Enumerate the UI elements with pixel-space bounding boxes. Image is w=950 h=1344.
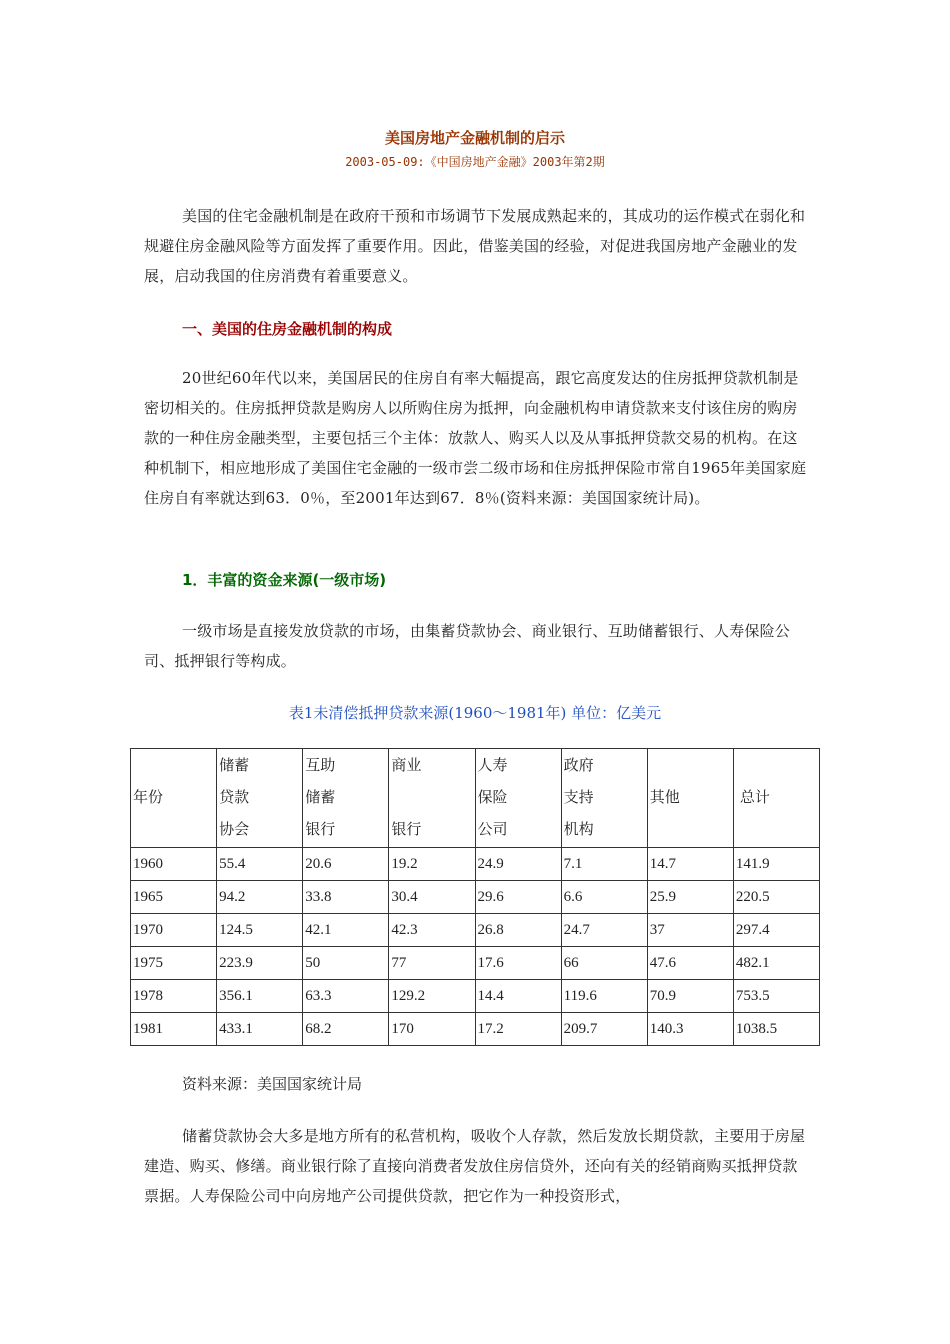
table-cell: 47.6 [647, 947, 733, 980]
table-cell: 140.3 [647, 1013, 733, 1046]
table-header-cell [647, 749, 733, 848]
page-title: 美国房地产金融机制的启示 [384, 129, 565, 147]
table-cell: 356.1 [217, 980, 303, 1013]
table-cell: 7.1 [561, 848, 647, 881]
closing-paragraph: 储蓄贷款协会大多是地方所有的私营机构，吸收个人存款，然后发放长期贷款，主要用于房屋建造、购买、修缮。商业银行除了直接向消费者发放住房信贷外，还向有关的经销商购买抵押贷款票据。人寿保险公司中向房地产公司提供贷款，把它作为一种投资形式， [144, 1127, 806, 1205]
mortgage-source-table [130, 748, 820, 1046]
subsection-paragraph: 一级市场是直接发放贷款的市场，由集蓄贷款协会、商业银行、互助储蓄银行、人寿保险公司、抵押银行等构成。 [144, 622, 791, 670]
table-cell: 33.8 [303, 881, 389, 914]
table-cell: 1960 [131, 848, 217, 881]
header-line: 支持 [563, 790, 594, 806]
table-cell: 124.5 [217, 914, 303, 947]
table-cell: 25.9 [647, 881, 733, 914]
table-cell: 50 [303, 947, 389, 980]
header-line: 保险 [477, 790, 508, 806]
table-row [131, 947, 820, 980]
table-cell: 433.1 [217, 1013, 303, 1046]
table-cell: 14.7 [647, 848, 733, 881]
header-line: 总计 [739, 790, 770, 806]
header-line: 机构 [563, 822, 594, 838]
header-line: 商业 [391, 758, 422, 774]
table-header-row [131, 749, 820, 848]
table-cell: 29.6 [475, 881, 561, 914]
table-cell: 141.9 [733, 848, 819, 881]
table-cell: 37 [647, 914, 733, 947]
table-cell: 14.4 [475, 980, 561, 1013]
table-row [131, 848, 820, 881]
table-source-note: 资料来源：美国国家统计局 [182, 1075, 363, 1093]
section-heading: 一、美国的住房金融机制的构成 [182, 320, 393, 338]
header-line: 其他 [649, 790, 680, 806]
table-cell: 42.1 [303, 914, 389, 947]
table-cell: 297.4 [733, 914, 819, 947]
table-cell: 20.6 [303, 848, 389, 881]
table-cell: 753.5 [733, 980, 819, 1013]
header-line: 银行 [391, 822, 422, 838]
table-caption: 表1未清偿抵押贷款来源(1960～1981年) 单位：亿美元 [288, 704, 662, 722]
table-cell: 17.6 [475, 947, 561, 980]
table-cell: 209.7 [561, 1013, 647, 1046]
header-line: 公司 [477, 822, 508, 838]
page-subtitle: 2003-05-09:《中国房地产金融》2003年第2期 [345, 155, 605, 169]
header-line: 政府 [563, 758, 594, 774]
header-line: 互助 [305, 758, 336, 774]
subsection-heading: 1．丰富的资金来源(一级市场) [182, 571, 387, 589]
table-cell: 1978 [131, 980, 217, 1013]
table-header-cell [475, 749, 561, 848]
table-cell: 26.8 [475, 914, 561, 947]
header-line: 协会 [219, 822, 250, 838]
header-line: 人寿 [477, 758, 508, 774]
table-cell: 63.3 [303, 980, 389, 1013]
table-cell: 66 [561, 947, 647, 980]
table-cell: 77 [389, 947, 475, 980]
section-paragraph: 20世纪60年代以来，美国居民的住房自有率大幅提高，跟它高度发达的住房抵押贷款机制是密切相关的。住房抵押贷款是购房人以所购住房为抵押，向金融机构申请贷款来支付该住房的购房款的一种住房金融类型，主要包括三个主体：放款人、购买人以及从事抵押贷款交易的机构。在这种机制下，相应地形成了美国住宅金融的一级市尝二级市场和住房抵押保险市常自1965年美国家庭住房自有率就达到63．0％，至2001年达到67．8％(资料来源：美国国家统计局)。 [144, 369, 807, 507]
table-header-cell [217, 749, 303, 848]
table-cell: 119.6 [561, 980, 647, 1013]
intro-paragraph: 美国的住宅金融机制是在政府干预和市场调节下发展成熟起来的，其成功的运作模式在弱化和规避住房金融风险等方面发挥了重要作用。因此，借鉴美国的经验，对促进我国房地产金融业的发展，启动我国的住房消费有着重要意义。 [144, 207, 806, 285]
table-header-cell [131, 749, 217, 848]
table-cell: 1981 [131, 1013, 217, 1046]
table-cell: 1038.5 [733, 1013, 819, 1046]
table-cell: 19.2 [389, 848, 475, 881]
table-cell: 30.4 [389, 881, 475, 914]
table-cell: 129.2 [389, 980, 475, 1013]
table-header-cell [389, 749, 475, 848]
table-cell: 42.3 [389, 914, 475, 947]
table-cell: 482.1 [733, 947, 819, 980]
table-cell: 17.2 [475, 1013, 561, 1046]
table-cell: 55.4 [217, 848, 303, 881]
table-cell: 94.2 [217, 881, 303, 914]
table-row [131, 980, 820, 1013]
table-cell: 170 [389, 1013, 475, 1046]
header-line: 年份 [133, 790, 164, 806]
table-cell: 1965 [131, 881, 217, 914]
table-row [131, 1013, 820, 1046]
table-row [131, 914, 820, 947]
table-cell: 223.9 [217, 947, 303, 980]
table-cell: 70.9 [647, 980, 733, 1013]
header-line: 储蓄 [219, 758, 250, 774]
header-line: 贷款 [219, 790, 250, 806]
table-header-cell [303, 749, 389, 848]
table-cell: 24.7 [561, 914, 647, 947]
table-header-cell [561, 749, 647, 848]
table-cell: 6.6 [561, 881, 647, 914]
header-line [391, 782, 472, 814]
header-line: 银行 [305, 822, 336, 838]
table-row [131, 881, 820, 914]
table-cell: 24.9 [475, 848, 561, 881]
table-cell: 1970 [131, 914, 217, 947]
table-cell: 68.2 [303, 1013, 389, 1046]
table-cell: 1975 [131, 947, 217, 980]
header-line: 储蓄 [305, 790, 336, 806]
table-cell: 220.5 [733, 881, 819, 914]
table-header-cell [733, 749, 819, 848]
